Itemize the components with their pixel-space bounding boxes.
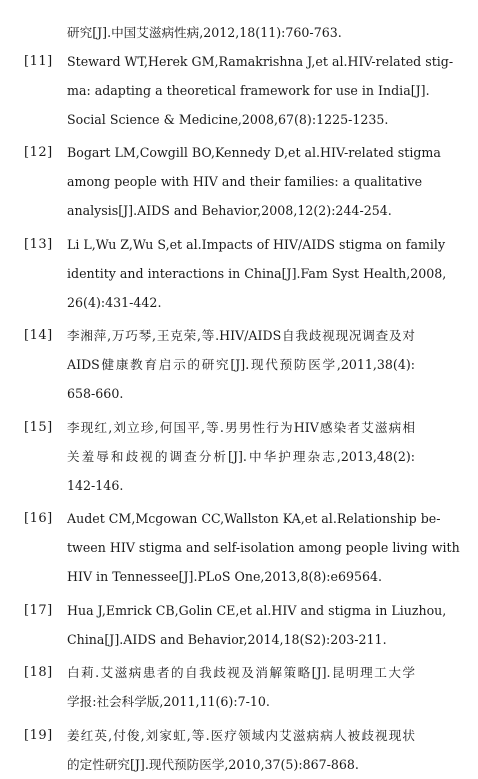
reference-text-line: China[J].AIDS and Behavior,2014,18(S2):203-211. bbox=[67, 631, 387, 647]
reference-text-line: 白莉.艾滋病患者的自我歧视及消解策略[J].昆明理工大学 bbox=[67, 665, 415, 680]
reference-text-line: Li L,Wu Z,Wu S,et al.Impacts of HIV/AIDS stigma on family bbox=[67, 236, 446, 252]
reference-number: [19] bbox=[24, 727, 53, 743]
reference-text-line: analysis[J].AIDS and Behavior,2008,12(2):244-254. bbox=[67, 203, 392, 218]
reference-text-line: ma: adapting a theoretical framework for use in India[J]. bbox=[67, 82, 430, 98]
reference-text-line: 研究[J].中国艾滋病性病,2012,18(11):760-763. bbox=[67, 24, 342, 40]
reference-text-line: 142-146. bbox=[67, 477, 124, 493]
reference-text-line: 的定性研究[J].现代预防医学,2010,37(5):867-868. bbox=[67, 756, 359, 772]
reference-text-line: identity and interactions in China[J].Fam Syst Health,2008, bbox=[67, 265, 447, 281]
reference-text-line: Bogart LM,Cowgill BO,Kennedy D,et al.HIV-related stigma bbox=[67, 145, 441, 160]
reference-text-line: 李湘萍,万巧琴,王克荣,等.HIV/AIDS自我歧视现况调查及对 bbox=[67, 328, 415, 343]
reference-text-line: 李现红,刘立珍,何国平,等.男男性行为HIV感染者艾滋病相 bbox=[67, 419, 415, 435]
reference-text-line: tween HIV stigma and self-isolation among people living with bbox=[67, 540, 460, 555]
reference-text-line: 姜红英,付俊,刘家虹,等.医疗领域内艾滋病病人被歧视现状 bbox=[67, 727, 415, 743]
reference-number: [13] bbox=[24, 236, 53, 252]
reference-text-line: Hua J,Emrick CB,Golin CE,et al.HIV and stigma in Liuzhou, bbox=[67, 602, 447, 618]
reference-text-line: 658-660. bbox=[67, 386, 124, 401]
reference-number: [15] bbox=[24, 419, 53, 435]
reference-text-line: 学报:社会科学版,2011,11(6):7-10. bbox=[67, 694, 270, 709]
reference-number: [12] bbox=[24, 145, 53, 160]
reference-number: [16] bbox=[24, 511, 53, 526]
reference-text-line: Social Science & Medicine,2008,67(8):1225-1235. bbox=[67, 111, 389, 127]
reference-text-line: AIDS健康教育启示的研究[J].现代预防医学,2011,38(4): bbox=[67, 357, 415, 372]
reference-number: [18] bbox=[24, 665, 53, 680]
reference-number: [11] bbox=[24, 53, 53, 69]
reference-text-line: HIV in Tennessee[J].PLoS One,2013,8(8):e69564. bbox=[67, 569, 383, 584]
reference-number: [17] bbox=[24, 602, 53, 618]
reference-text-line: Audet CM,Mcgowan CC,Wallston KA,et al.Relationship be- bbox=[67, 511, 441, 526]
reference-text-line: 关羞辱和歧视的调查分析[J].中华护理杂志,2013,48(2): bbox=[67, 448, 415, 464]
reference-text-line: among people with HIV and their families: a qualitative bbox=[67, 174, 423, 189]
reference-text-line: 26(4):431-442. bbox=[67, 294, 162, 310]
reference-text-line: Steward WT,Herek GM,Ramakrishna J,et al.HIV-related stig- bbox=[67, 53, 454, 69]
reference-number: [14] bbox=[24, 328, 53, 343]
